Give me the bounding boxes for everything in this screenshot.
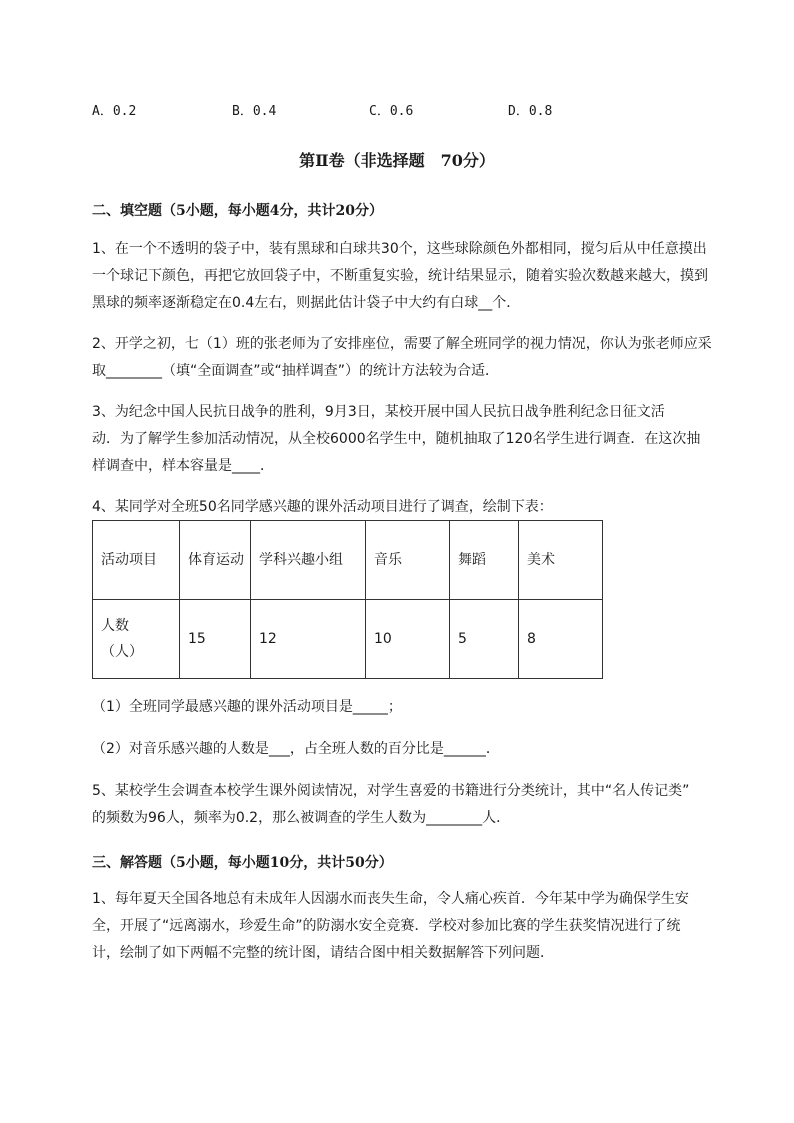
table-cell: 美术 xyxy=(519,521,603,600)
choice-a[interactable]: A．0.2 xyxy=(92,104,137,119)
answer-question-1 xyxy=(92,886,704,967)
question-line: 的频数为96人，频率为0.2，那么被调查的学生人数为________人． xyxy=(92,810,511,826)
fill-question-5 xyxy=(92,778,704,832)
table-cell-text: 体育运动 xyxy=(188,552,244,568)
question-line: （1）全班同学最感兴趣的课外活动项目是_____； xyxy=(92,699,402,715)
fill-question-4-sub1 xyxy=(92,694,704,721)
table-cell: 舞蹈 xyxy=(450,521,519,600)
question-line: 动．为了解学生参加活动情况，从全校6000名学生中，随机抽取了120名学生进行调查．在这次抽 xyxy=(92,431,701,447)
section2-heading: 二、填空题（5小题，每小题4分，共计20分） xyxy=(92,203,383,219)
table-cell: 5 xyxy=(450,600,519,679)
question-line: 4、某同学对全班50名同学感兴趣的课外活动项目进行了调查，绘制下表： xyxy=(92,499,553,515)
table-cell: 8 xyxy=(519,600,603,679)
question-line: 1、每年夏天全国各地总有未成年人因溺水而丧失生命，令人痛心疾首．今年某中学为确保学生安 xyxy=(92,891,689,907)
table-cell xyxy=(93,600,180,679)
question-line: 取________（填“全面调查”或“抽样调查”）的统计方法较为合适． xyxy=(92,363,500,379)
question-line: 计，绘制了如下两幅不完整的统计图，请结合图中相关数据解答下列问题． xyxy=(92,945,554,961)
table-cell: 活动项目 xyxy=(93,521,180,600)
table-cell: 12 xyxy=(251,600,366,679)
question-line: 一个球记下颜色，再把它放回袋子中，不断重复实验，统计结果显示，随着实验次数越来越大，摸到 xyxy=(92,268,708,284)
table-cell: 10 xyxy=(366,600,450,679)
choice-c[interactable]: C．0.6 xyxy=(369,104,414,119)
choice-d[interactable]: D．0.8 xyxy=(508,104,553,119)
fill-question-2 xyxy=(92,331,712,385)
fill-question-4-intro xyxy=(92,494,704,521)
question-line: 样调查中，样本容量是____． xyxy=(92,458,274,474)
table-row xyxy=(93,600,603,679)
question-line: 全，开展了“远离溺水，珍爱生命”的防溺水安全竞赛．学校对参加比赛的学生获奖情况进行了统 xyxy=(92,918,681,934)
table-cell: 15 xyxy=(180,600,251,679)
question-line: 5、某校学生会调查本校学生课外阅读情况，对学生喜爱的书籍进行分类统计，其中“名人传记类” xyxy=(92,783,690,799)
section3-heading: 三、解答题（5小题，每小题10分，共计50分） xyxy=(92,855,393,871)
table-cell-text: 人数（人） xyxy=(101,618,143,660)
question-line: 黑球的频率逐渐稳定在0.4左右，则据此估计袋子中大约有白球__个． xyxy=(92,295,521,311)
part-title: 第Ⅱ卷（非选择题 70分） xyxy=(299,151,495,170)
choice-b[interactable]: B．0.4 xyxy=(232,104,277,119)
table-cell: 学科兴趣小组 xyxy=(251,521,366,600)
table-cell: 音乐 xyxy=(366,521,450,600)
question-line: （2）对音乐感兴趣的人数是___，占全班人数的百分比是______． xyxy=(92,741,500,757)
table-header-row xyxy=(93,521,603,600)
fill-question-4-sub2 xyxy=(92,736,704,763)
question-line: 1、在一个不透明的袋子中，装有黑球和白球共30个，这些球除颜色外都相同，搅匀后从中任意摸出 xyxy=(92,241,707,257)
answer-choices xyxy=(92,100,712,120)
activity-survey-table xyxy=(92,520,603,679)
question-line: 3、为纪念中国人民抗日战争的胜利，9月3日，某校开展中国人民抗日战争胜利纪念日征文活 xyxy=(92,404,665,420)
question-line: 2、开学之初，七（1）班的张老师为了安排座位，需要了解全班同学的视力情况，你认为张老师应采 xyxy=(92,336,712,352)
fill-question-1 xyxy=(92,236,708,317)
table-cell xyxy=(180,521,251,600)
fill-question-3 xyxy=(92,399,704,480)
